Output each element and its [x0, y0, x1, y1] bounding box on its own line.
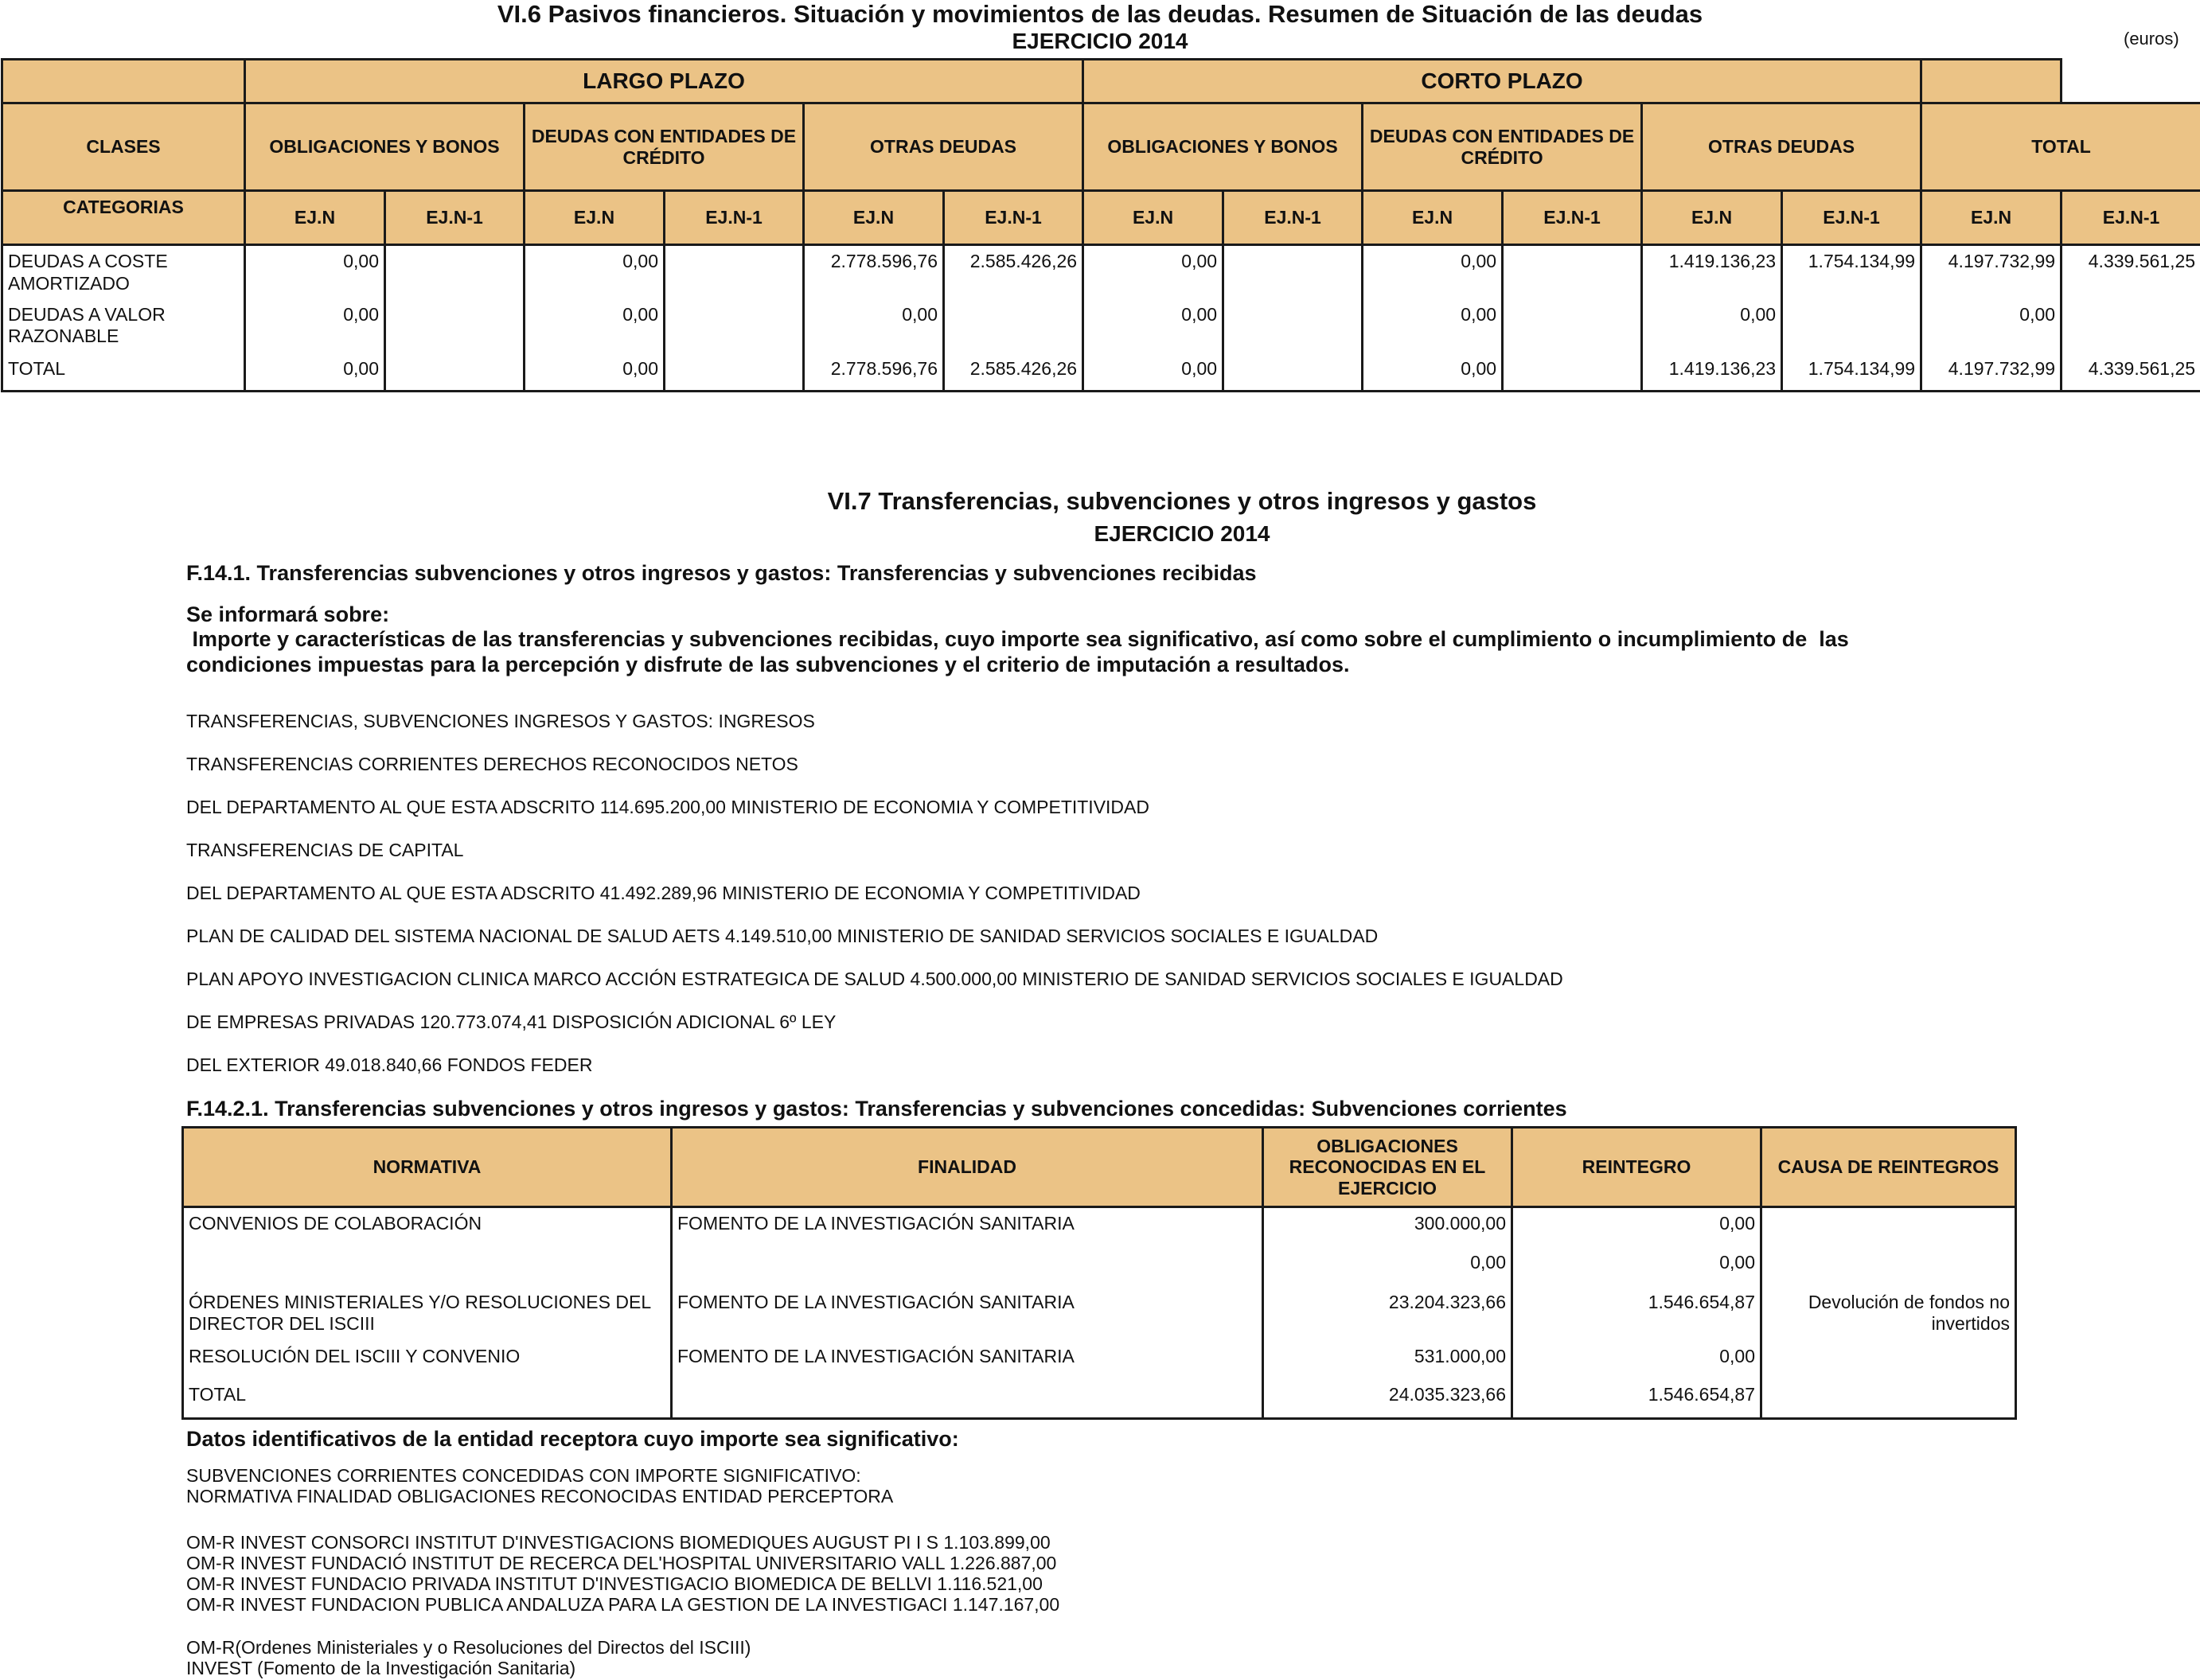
- section2-title: VI.7 Transferencias, subvenciones y otros ingresos y gastos: [827, 487, 1537, 515]
- cell-value: 4.339.561,25: [2062, 245, 2200, 299]
- header-total: TOTAL: [1921, 103, 2200, 191]
- cell-value: 0,00: [1642, 299, 1782, 353]
- header-ejn1: EJ.N-1: [665, 191, 804, 245]
- cell-finalidad: FOMENTO DE LA INVESTIGACIÓN SANITARIA: [672, 1341, 1263, 1379]
- cell-value: [1503, 245, 1642, 299]
- header-ejn1: EJ.N-1: [1223, 191, 1363, 245]
- header-cp-obligaciones: OBLIGACIONES Y BONOS: [1083, 103, 1363, 191]
- cell-value: [665, 353, 804, 392]
- cell-finalidad: FOMENTO DE LA INVESTIGACIÓN SANITARIA: [672, 1287, 1263, 1341]
- subsidies-body: [183, 1207, 2016, 1419]
- cell-obligaciones: 300.000,00: [1263, 1207, 1512, 1247]
- cell-value: 1.419.136,23: [1642, 245, 1782, 299]
- row-label: DEUDAS A VALOR RAZONABLE: [2, 299, 245, 353]
- table-row: [2, 299, 2200, 353]
- cell-reintegro: 0,00: [1512, 1341, 1761, 1379]
- cell-value: 0,00: [1083, 245, 1223, 299]
- inform-label: Se informará sobre:: [186, 602, 390, 626]
- transfer-line: TRANSFERENCIAS CORRIENTES DERECHOS RECONOCIDOS NETOS: [186, 754, 798, 774]
- cell-reintegro: 0,00: [1512, 1207, 1761, 1247]
- header-ejn: EJ.N: [1642, 191, 1782, 245]
- header-ejn1: EJ.N-1: [1782, 191, 1921, 245]
- inform-text: Importe y características de las transferencias y subvenciones recibidas, cuyo importe sea significativo, así como sobre el cumplimiento o incumplimiento de las condiciones impuestas para la percepción y disfrute de las subvenciones y el criterio de imputación a resultados.: [186, 627, 1855, 677]
- datos-line: OM-R INVEST CONSORCI INSTITUT D'INVESTIGACIONS BIOMEDIQUES AUGUST PI I S 1.103.899,00: [186, 1532, 1051, 1553]
- cell-value: 1.419.136,23: [1642, 353, 1782, 392]
- transfer-line: DEL DEPARTAMENTO AL QUE ESTA ADSCRITO 41.492.289,96 MINISTERIO DE ECONOMIA Y COMPETITIVIDAD: [186, 883, 1141, 903]
- cell-causa: [1761, 1379, 2016, 1419]
- table-row: [183, 1247, 2016, 1287]
- cell-value: 0,00: [804, 299, 944, 353]
- f1421-heading: F.14.2.1. Transferencias subvenciones y otros ingresos y gastos: Transferencias y subvenciones concedidas: Subvenciones corrientes: [186, 1097, 1567, 1121]
- cell-value: 1.754.134,99: [1782, 353, 1921, 392]
- datos-line: OM-R INVEST FUNDACIÓ INSTITUT DE RECERCA DEL'HOSPITAL UNIVERSITARIO VALL 1.226.887,00: [186, 1553, 1057, 1573]
- header-largo-plazo: LARGO PLAZO: [245, 60, 1083, 103]
- header-ejn: EJ.N: [1921, 191, 2062, 245]
- cell-value: [1223, 245, 1363, 299]
- header-lp-deudas-entidades: DEUDAS CON ENTIDADES DE CRÉDITO: [525, 103, 804, 191]
- cell-value: 0,00: [525, 353, 665, 392]
- cell-obligaciones: 531.000,00: [1263, 1341, 1512, 1379]
- transfer-line: PLAN DE CALIDAD DEL SISTEMA NACIONAL DE SALUD AETS 4.149.510,00 MINISTERIO DE SANIDAD SERVICIOS SOCIALES E IGUALDAD: [186, 926, 1379, 946]
- cell-value: 2.778.596,76: [804, 245, 944, 299]
- cell-value: 0,00: [1363, 353, 1503, 392]
- cell-value: 0,00: [245, 245, 385, 299]
- datos-line: OM-R(Ordenes Ministeriales y o Resoluciones del Directos del ISCIII): [186, 1637, 751, 1658]
- cell-value: 0,00: [1083, 353, 1223, 392]
- cell-value: 0,00: [525, 299, 665, 353]
- cell-value: 1.754.134,99: [1782, 245, 1921, 299]
- datos-line: SUBVENCIONES CORRIENTES CONCEDIDAS CON IMPORTE SIGNIFICATIVO:: [186, 1465, 861, 1486]
- cell-obligaciones: 23.204.323,66: [1263, 1287, 1512, 1341]
- table-row: [183, 1341, 2016, 1379]
- header-clases: CLASES: [2, 103, 245, 191]
- cell-reintegro: 1.546.654,87: [1512, 1287, 1761, 1341]
- table-row: [2, 353, 2200, 392]
- table-row: [183, 1207, 2016, 1247]
- cell-value: 0,00: [1363, 299, 1503, 353]
- table-row: [183, 1287, 2016, 1341]
- cell-reintegro: 0,00: [1512, 1247, 1761, 1287]
- cell-value: [1503, 353, 1642, 392]
- header-cp-deudas-entidades: DEUDAS CON ENTIDADES DE CRÉDITO: [1363, 103, 1642, 191]
- cell-value: 2.585.426,26: [944, 353, 1083, 392]
- transfer-line: PLAN APOYO INVESTIGACION CLINICA MARCO ACCIÓN ESTRATEGICA DE SALUD 4.500.000,00 MINISTERIO DE SANIDAD SERVICIOS SOCIALES E IGUALDAD: [186, 969, 1563, 989]
- cell-value: [944, 299, 1083, 353]
- cell-value: [665, 299, 804, 353]
- header-causa: CAUSA DE REINTEGROS: [1761, 1128, 2016, 1207]
- cell-normativa: ÓRDENES MINISTERIALES Y/O RESOLUCIONES DEL DIRECTOR DEL ISCIII: [183, 1287, 672, 1341]
- cell-causa: Devolución de fondos no invertidos: [1761, 1287, 2016, 1341]
- header-cp-otras: OTRAS DEUDAS: [1642, 103, 1921, 191]
- cell-value: 0,00: [245, 299, 385, 353]
- cell-value: [1223, 299, 1363, 353]
- header-ejn1: EJ.N-1: [2062, 191, 2200, 245]
- header-ejn: EJ.N: [525, 191, 665, 245]
- transfer-line: TRANSFERENCIAS, SUBVENCIONES INGRESOS Y GASTOS: INGRESOS: [186, 711, 815, 731]
- section1-title: VI.6 Pasivos financieros. Situación y movimientos de las deudas. Resumen de Situación de las deudas: [497, 0, 1703, 28]
- header-ejn: EJ.N: [804, 191, 944, 245]
- row-label: DEUDAS A COSTE AMORTIZADO: [2, 245, 245, 299]
- cell-obligaciones: 24.035.323,66: [1263, 1379, 1512, 1419]
- transfer-line: DE EMPRESAS PRIVADAS 120.773.074,41 DISPOSICIÓN ADICIONAL 6º LEY: [186, 1012, 837, 1032]
- cell-value: [1503, 299, 1642, 353]
- cell-normativa: TOTAL: [183, 1379, 672, 1419]
- datos-line: INVEST (Fomento de la Investigación Sanitaria): [186, 1658, 576, 1678]
- cell-value: 4.339.561,25: [2062, 353, 2200, 392]
- cell-value: 0,00: [1083, 299, 1223, 353]
- header-categorias: CATEGORIAS: [2, 191, 245, 245]
- debts-summary-body: [2, 245, 2200, 392]
- transfer-line: DEL EXTERIOR 49.018.840,66 FONDOS FEDER: [186, 1054, 593, 1075]
- cell-value: [1782, 299, 1921, 353]
- cell-value: 0,00: [525, 245, 665, 299]
- datos-line: OM-R INVEST FUNDACION PUBLICA ANDALUZA PARA LA GESTION DE LA INVESTIGACI 1.147.167,00: [186, 1594, 1060, 1615]
- cell-obligaciones: 0,00: [1263, 1247, 1512, 1287]
- header-normativa: NORMATIVA: [183, 1128, 672, 1207]
- cell-value: [385, 245, 525, 299]
- section2-year: EJERCICIO 2014: [1094, 521, 1270, 546]
- datos-heading: Datos identificativos de la entidad receptora cuyo importe sea significativo:: [186, 1427, 959, 1451]
- header-obligaciones: OBLIGACIONES RECONOCIDAS EN EL EJERCICIO: [1263, 1128, 1512, 1207]
- cell-value: 0,00: [1363, 245, 1503, 299]
- cell-value: [385, 353, 525, 392]
- transfer-line: TRANSFERENCIAS DE CAPITAL: [186, 840, 464, 860]
- header-ejn: EJ.N: [1083, 191, 1223, 245]
- header-ejn1: EJ.N-1: [385, 191, 525, 245]
- cell-causa: [1761, 1247, 2016, 1287]
- header-blank-total: [1921, 60, 2062, 103]
- unit-label: (euros): [2124, 29, 2179, 49]
- transfer-line: DEL DEPARTAMENTO AL QUE ESTA ADSCRITO 114.695.200,00 MINISTERIO DE ECONOMIA Y COMPETITIVIDAD: [186, 797, 1149, 817]
- header-ejn1: EJ.N-1: [944, 191, 1083, 245]
- header-ejn: EJ.N: [245, 191, 385, 245]
- header-lp-otras: OTRAS DEUDAS: [804, 103, 1083, 191]
- header-ejn: EJ.N: [1363, 191, 1503, 245]
- cell-value: 4.197.732,99: [1921, 245, 2062, 299]
- header-corto-plazo: CORTO PLAZO: [1083, 60, 1921, 103]
- table-row: [183, 1379, 2016, 1419]
- cell-value: [665, 245, 804, 299]
- cell-value: 2.778.596,76: [804, 353, 944, 392]
- header-finalidad: FINALIDAD: [672, 1128, 1263, 1207]
- cell-normativa: [183, 1247, 672, 1287]
- header-lp-obligaciones: OBLIGACIONES Y BONOS: [245, 103, 525, 191]
- cell-finalidad: [672, 1247, 1263, 1287]
- f141-heading: F.14.1. Transferencias subvenciones y otros ingresos y gastos: Transferencias y subvenciones recibidas: [186, 561, 1257, 585]
- cell-finalidad: FOMENTO DE LA INVESTIGACIÓN SANITARIA: [672, 1207, 1263, 1247]
- cell-value: 4.197.732,99: [1921, 353, 2062, 392]
- header-blank: [2, 60, 245, 103]
- row-label: TOTAL: [2, 353, 245, 392]
- cell-finalidad: [672, 1379, 1263, 1419]
- cell-causa: [1761, 1207, 2016, 1247]
- cell-reintegro: 1.546.654,87: [1512, 1379, 1761, 1419]
- cell-normativa: CONVENIOS DE COLABORACIÓN: [183, 1207, 672, 1247]
- cell-value: 0,00: [245, 353, 385, 392]
- cell-value: 2.585.426,26: [944, 245, 1083, 299]
- datos-line: NORMATIVA FINALIDAD OBLIGACIONES RECONOCIDAS ENTIDAD PERCEPTORA: [186, 1486, 894, 1507]
- subsidies-table: [181, 1126, 2017, 1420]
- datos-line: OM-R INVEST FUNDACIO PRIVADA INSTITUT D'INVESTIGACIO BIOMEDICA DE BELLVI 1.116.521,00: [186, 1573, 1043, 1594]
- cell-value: [1223, 353, 1363, 392]
- cell-causa: [1761, 1341, 2016, 1379]
- debts-summary-table: [1, 58, 2200, 392]
- cell-value: [385, 299, 525, 353]
- header-reintegro: REINTEGRO: [1512, 1128, 1761, 1207]
- cell-value: 0,00: [1921, 299, 2062, 353]
- cell-normativa: RESOLUCIÓN DEL ISCIII Y CONVENIO: [183, 1341, 672, 1379]
- header-ejn1: EJ.N-1: [1503, 191, 1642, 245]
- table-row: [2, 245, 2200, 299]
- section1-year: EJERCICIO 2014: [1012, 29, 1188, 53]
- cell-value: [2062, 299, 2200, 353]
